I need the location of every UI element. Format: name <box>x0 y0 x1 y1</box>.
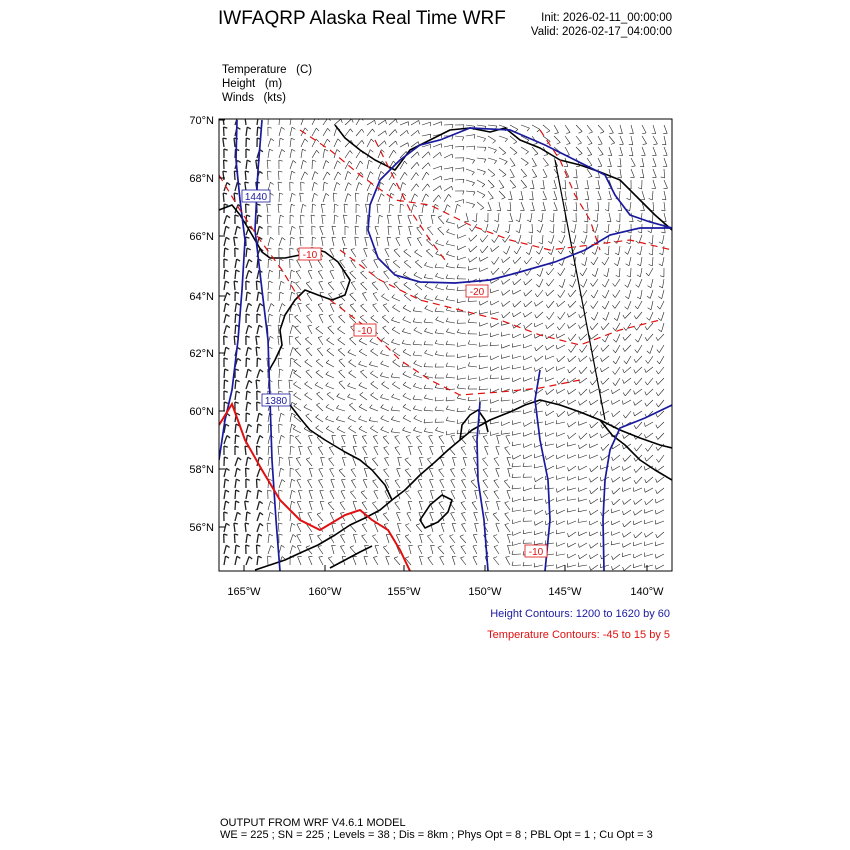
wind-barb <box>234 336 235 345</box>
wind-barb <box>224 369 225 378</box>
lat-tick-label: 70°N <box>189 115 214 127</box>
wind-barb <box>245 523 246 532</box>
wind-barb-feather <box>238 116 241 118</box>
lon-tick-label: 150°W <box>468 586 502 598</box>
lat-tick-label: 62°N <box>189 348 214 360</box>
wind-barb <box>235 490 236 499</box>
lon-tick-label: 155°W <box>387 586 421 598</box>
lat-tick-label: 66°N <box>189 231 214 243</box>
wind-barb <box>257 545 258 554</box>
wind-barb-feather <box>268 116 272 117</box>
height-contours-legend: Height Contours: 1200 to 1620 by 60 <box>490 608 670 620</box>
field-temperature-name: Temperature <box>222 64 287 76</box>
footer-config: WE = 225 ; SN = 225 ; Levels = 38 ; Dis = 8km ; Phys Opt = 8 ; PBL Opt = 1 ; Cu Opt = 3 <box>220 829 653 841</box>
wind-barb <box>246 512 247 521</box>
wind-barb <box>224 248 225 257</box>
lon-tick-label: 160°W <box>308 586 342 598</box>
wind-barb <box>257 479 258 488</box>
wind-barb <box>223 193 224 202</box>
chart-title: IWFAQRP Alaska Real Time WRF <box>218 8 506 29</box>
wind-barb-feather <box>245 116 249 117</box>
field-winds-name: Winds <box>222 92 254 104</box>
lon-tick-label: 145°W <box>548 586 582 598</box>
wind-barb <box>234 171 235 180</box>
wind-barb <box>224 380 225 389</box>
wind-barb-feather <box>234 523 238 524</box>
temperature-contour-label: -10 <box>357 326 373 337</box>
wind-barb <box>235 270 236 279</box>
temperature-contours-legend: Temperature Contours: -45 to 15 by 5 <box>487 629 670 641</box>
field-height-unit: (m) <box>264 78 283 90</box>
field-temperature-unit: (C) <box>296 64 313 76</box>
wind-barb-feather <box>258 116 262 118</box>
field-height-name: Height <box>222 78 256 90</box>
height-contour-label: 1380 <box>264 396 288 407</box>
height-contour-label: 1440 <box>244 192 268 203</box>
wind-barb <box>257 446 258 455</box>
wind-barb <box>235 435 236 444</box>
wind-barb-feather <box>292 116 296 118</box>
footer-model: OUTPUT FROM WRF V4.6.1 MODEL <box>220 817 406 829</box>
wind-barb-feather <box>256 380 260 381</box>
temperature-contour-label: -20 <box>469 287 485 298</box>
init-time: Init: 2026-02-11_00:00:00 <box>541 12 672 24</box>
lat-tick-label: 56°N <box>189 522 214 534</box>
field-winds-unit: (kts) <box>263 92 286 104</box>
temperature-contour-label: -10 <box>302 250 318 261</box>
wind-barb-feather <box>245 501 249 502</box>
wind-barb-feather <box>223 116 227 117</box>
wind-barb <box>234 534 235 543</box>
lat-tick-label: 64°N <box>189 291 214 303</box>
wind-barb <box>256 281 257 290</box>
wind-barb <box>235 380 236 389</box>
lon-tick-label: 140°W <box>630 586 664 598</box>
wind-barb <box>224 127 225 136</box>
wind-barb <box>235 314 236 323</box>
wind-barb <box>234 281 235 290</box>
lat-tick-label: 60°N <box>189 406 214 418</box>
wind-barb <box>245 171 246 180</box>
wind-barb <box>257 215 258 224</box>
valid-time: Valid: 2026-02-17_04:00:00 <box>530 26 672 38</box>
temperature-contour-label: -10 <box>528 547 544 558</box>
wind-barb-feather <box>223 138 227 139</box>
wind-barb-feather <box>234 237 238 238</box>
wind-barb-feather <box>280 116 284 118</box>
wind-barb <box>235 501 236 510</box>
wind-barb <box>256 347 257 356</box>
lon-tick-label: 165°W <box>227 586 261 598</box>
wind-barb-feather <box>245 182 249 183</box>
lat-tick-label: 58°N <box>189 464 214 476</box>
wind-barb <box>256 380 257 389</box>
wind-barb <box>224 270 225 279</box>
wind-barb-feather <box>223 171 227 172</box>
wind-barb-feather <box>256 336 260 337</box>
lat-tick-label: 68°N <box>189 173 214 185</box>
wind-barb <box>257 127 258 136</box>
wind-barb <box>235 325 236 334</box>
